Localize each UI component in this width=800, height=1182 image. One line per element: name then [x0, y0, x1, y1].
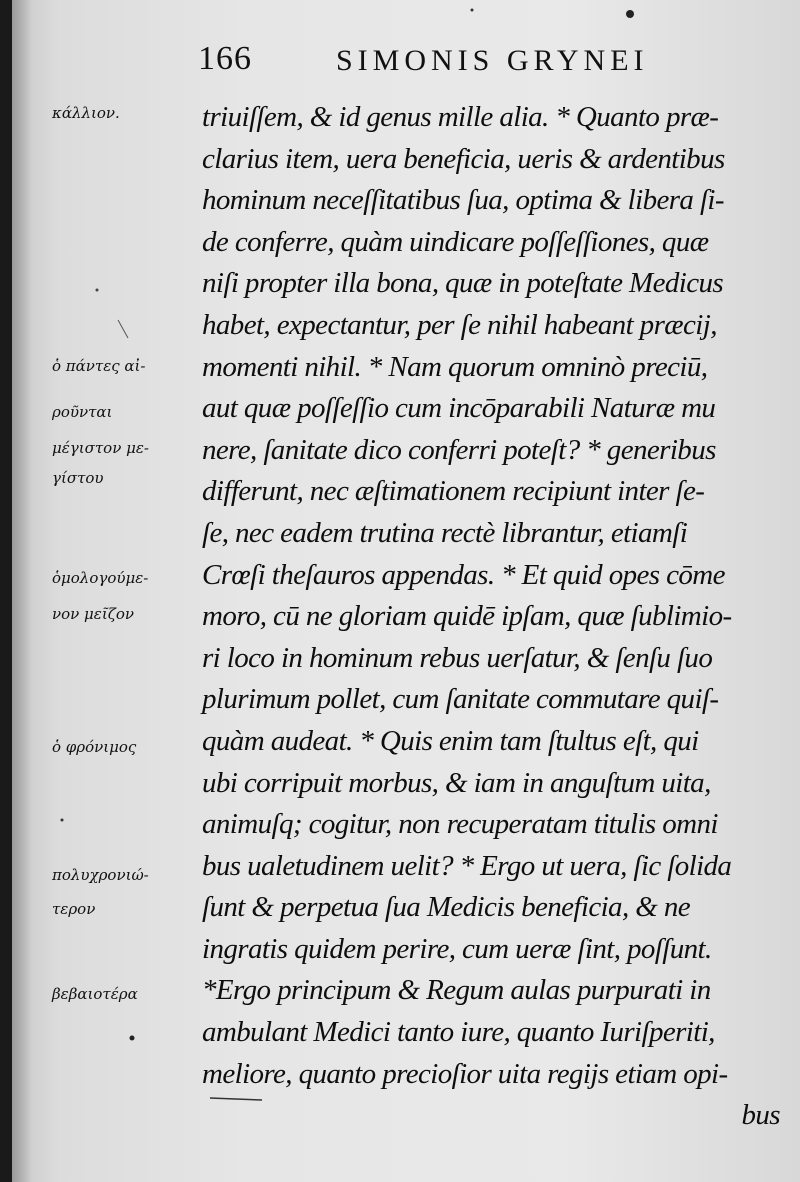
margin-note: βεβαιοτέρα [52, 985, 138, 1003]
book-page [12, 0, 800, 1182]
text-line: aut quæ poſſeſſio cum incōparabili Naturæ mu [202, 392, 716, 425]
text-line: niſi propter illa bona, quæ in poteſtate Medicus [202, 267, 724, 300]
text-line: animuſq; cogitur, non recuperatam titulis omni [202, 808, 718, 841]
text-line: nere, ſanitate dico conferri poteſt? * generibus [202, 433, 716, 466]
text-line: momenti nihil. * Nam quorum omninò preciū, [202, 350, 708, 383]
text-line: de conferre, quàm uindicare poſſeſſiones, quæ [202, 225, 709, 258]
margin-note: πολυχρονιώ- [52, 866, 149, 884]
text-line: ſunt & perpetua ſua Medicis beneficia, & ne [202, 891, 691, 924]
margin-note: μέγιστον με- [52, 439, 149, 457]
margin-note: ὁ φρόνιμος [52, 738, 137, 756]
text-line: ri loco in hominum rebus uerſatur, & ſenſu ſuo [202, 641, 713, 674]
margin-note: κάλλιον. [52, 104, 120, 122]
text-line: habet, expectantur, per ſe nihil habeant præcij, [202, 308, 717, 341]
page-number: 166 [198, 40, 252, 77]
margin-note: γίστου [52, 469, 104, 487]
margin-note: ροῦνται [52, 403, 113, 421]
text-line: ingratis quidem perire, cum ueræ ſint, poſſunt. [202, 932, 712, 965]
text-line: clarius item, uera beneficia, ueris & ardentibus [202, 142, 725, 175]
margin-note: ὁ πάντες αἰ- [52, 357, 146, 375]
text-line: hominum neceſſitatibus ſua, optima & libera ſi- [202, 184, 724, 217]
text-line: triuiſſem, & id genus mille alia. * Quanto præ- [202, 101, 719, 133]
text-line: meliore, quanto precioſior uita regijs etiam opi- [202, 1057, 728, 1090]
text-line: ambulant Medici tanto iure, quanto Iuriſperiti, [202, 1016, 715, 1049]
text-line: ubi corripuit morbus, & iam in anguſtum uita, [202, 766, 711, 799]
text-line: *Ergo principum & Regum aulas purpurati in [202, 974, 711, 1007]
text-line: Crœſi theſauros appendas. * Et quid opes cōme [202, 558, 725, 591]
text-line: differunt, nec æſtimationem recipiunt inter ſe- [202, 475, 705, 508]
text-line: quàm audeat. * Quis enim tam ſtultus eſt, qui [202, 724, 699, 757]
margin-note: τερον [52, 900, 96, 918]
page-header [198, 40, 758, 90]
main-text-block [202, 97, 782, 1137]
text-line-catchword: bus [741, 1099, 780, 1132]
text-line: ſe, nec eadem trutina rectè librantur, etiamſi [202, 516, 688, 549]
margin-note: νον μεῖζον [52, 605, 134, 623]
text-line: plurimum pollet, cum ſanitate commutare quiſ- [202, 683, 719, 716]
text-line: bus ualetudinem uelit? * Ergo ut uera, ſic ſolida [202, 849, 732, 882]
text-line: moro, cū ne gloriam quidē ipſam, quæ ſublimio- [202, 600, 732, 633]
running-head: SIMONIS GRYNEI [336, 44, 649, 77]
margin-note: ὁμολογούμε- [52, 569, 149, 587]
